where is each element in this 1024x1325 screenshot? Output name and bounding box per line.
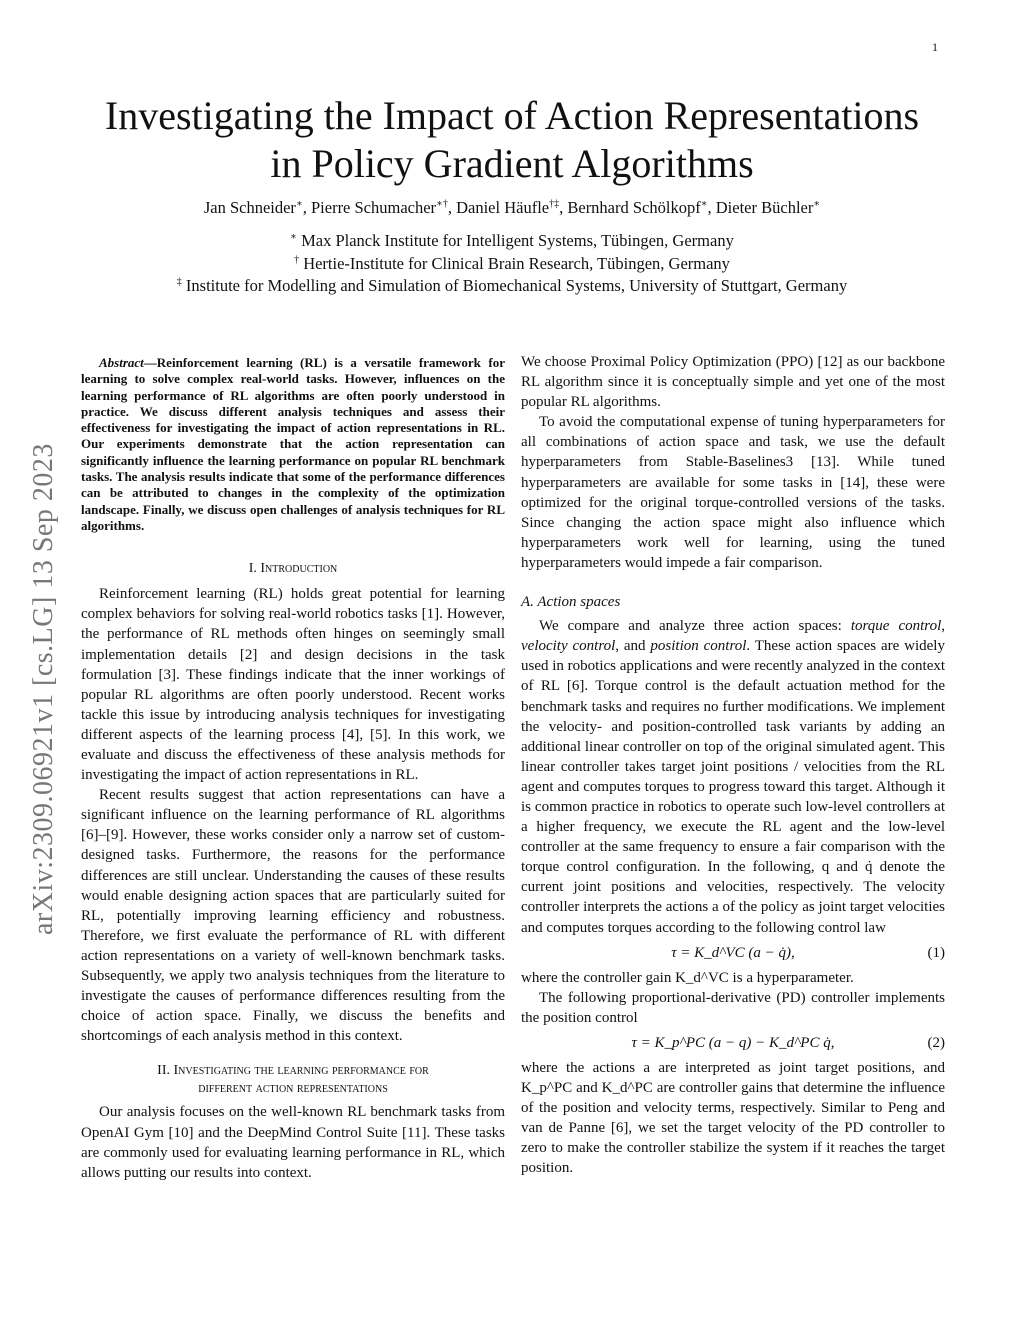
affiliation-text: Max Planck Institute for Intelligent Systems, Tübingen, Germany [301,231,734,250]
author-mark: †‡ [549,198,560,210]
paragraph: Reinforcement learning (RL) holds great potential for learning complex behaviors for solving real-world robotics tasks [1]. However, the performance of RL methods often hinges on seemingly small implementation details [2] and design decisions in the task formulation [3]. These findings indicate that the inner workings of popular RL algorithms are often poorly understood. Recent works tackle this issue by introducing analysis techniques for investigating different aspects of the learning process [4], [5]. In this work, we evaluate and discuss the effectiveness of these analysis methods for investigating the impact of action representations in RL. [81,586,505,784]
author-name: Daniel Häufle [456,198,550,217]
equation-number: (1) [927,944,945,961]
equation-body: τ = K_p^PC (a − q) − K_d^PC q̇, [631,1034,835,1051]
arxiv-stamp: arXiv:2309.06921v1 [cs.LG] 13 Sep 2023 [28,443,59,935]
section-heading-line: different action representations [198,1081,388,1097]
author-name: Dieter Büchler [715,198,814,217]
equation-1 [521,938,945,968]
equation-2 [521,1028,945,1058]
author-mark: ∗ [295,198,303,210]
right-column [521,352,945,1178]
affiliation-mark: † [294,254,300,266]
paragraph: To avoid the computational expense of tuning hyperparameters for all combinations of action space and task, we use the default hyperparameters from Stable-Baselines3 [13]. While tuned hyperparameters are available for some tasks in [14], these were optimized for the original torque-controlled versions of the tasks. Since changing the action space might also influence which hyperparameters work well for learning, using the tuned hyperparameters would impede a fair comparison. [521,414,945,571]
abstract-label: Abstract [99,355,144,370]
paragraph: where the actions a are interpreted as joint target positions, and K_p^PC and K_d^PC are controller gains that determine the influence of the position and velocity terms, respectively. Similar to Peng and van de Panne [6], we set the target velocity of the PD controller to zero to make the controller stabilize the system if it reaches the target position. [521,1059,945,1177]
abstract-text: —Reinforcement learning (RL) is a versatile framework for learning to solve complex real-world tasks. However, influences on the learning performance of RL algorithms are often poorly understood in practice. We discuss different analysis techniques and assess their effectiveness for investigating the impact of action representations in RL. Our experiments demonstrate that the action representation can significantly influence the learning performance on popular RL benchmark tasks. The analysis results indicate that some of the performance differences can be attributed to changes in the complexity of the optimization landscape. Finally, we discuss open challenges of analysis techniques for RL algorithms. [81,355,505,533]
section-heading-line: II. Investigating the learning performance for [157,1063,429,1079]
paragraph: Recent results suggest that action representations can have a significant influence on the learning performance of RL algorithms [6]–[9]. However, these works consider only a narrow set of custom-designed tasks. Furthermore, the reasons for the performance differences are still unclear. Understanding the causes of these results would enable designing action spaces that are particularly suited for RL, potentially improving learning efficiency and robustness. Therefore, we first evaluate the performance of RL with different action representations on a variety of well-known benchmark tasks. Subsequently, we apply two analysis techniques from the literature to investigate the causes of performance differences resulting from the choice of action space. Finally, we discuss the benefits and shortcomings of each analysis method in this context. [81,787,505,1045]
text-run: We compare and analyze three action spaces: [539,618,851,635]
title-line-2: in Policy Gradient Algorithms [270,141,754,186]
subsection-heading: A. Action spaces [521,594,621,611]
page-number: 1 [932,40,938,54]
affiliation-mark: ∗ [290,231,297,243]
paragraph: Our analysis focuses on the well-known RL benchmark tasks from OpenAI Gym [10] and the DeepMind Control Suite [11]. These tasks are commonly used for evaluating learning performance in RL, which allows putting our results into context. [81,1104,505,1181]
section-heading: I. Introduction [248,561,338,577]
affiliation-text: Institute for Modelling and Simulation of Biomechanical Systems, University of Stuttgart, Germany [185,276,848,295]
author-mark: ∗ [700,198,708,210]
term-velocity: velocity control [521,638,616,655]
text-run: . These action spaces are widely used in robotics applications and were recently analyzed in the context of RL [6]. Torque control is the default actuation method for the benchmark tasks and requires no further modifications. We implement the velocity- and position-controlled task variants by adding an additional linear controller on top of the original simulated agent. This linear controller takes target joint positions / velocities from the RL agent and computes torques to progress toward this target. Although it is common practice in robotics to operate such low-level controllers at a higher frequency, we execute the RL agent and the low-level controller at the same frequency to ensure a fair comparison with the torque control configuration. In the following, q and q̇ denote the current joint positions and velocities, respectively. The velocity controller interprets the actions a of the policy as joint target velocities and computes torques according to the following control law [521,638,946,936]
paragraph: The following proportional-derivative (PD) controller implements the position control [521,989,945,1026]
paragraph [521,616,945,938]
section-heading [81,1062,505,1098]
equation-number: (2) [927,1034,945,1051]
author-name: Pierre Schumacher [310,198,437,217]
affiliation-text: Hertie-Institute for Clinical Brain Research, Tübingen, Germany [303,254,730,273]
author-name: Jan Schneider [203,198,296,217]
term-position: position control [650,638,747,655]
left-column [81,355,505,1183]
abstract [81,355,505,534]
affiliation [0,254,1024,274]
title-line-1: Investigating the Impact of Action Representations [104,93,920,138]
author-mark: ∗ [813,198,821,210]
affiliation [0,231,1024,251]
author-mark: ∗† [436,198,448,210]
text-run: , [941,618,945,635]
author-name: Bernhard Schölkopf [567,198,701,217]
equation-body: τ = K_d^VC (a − q̇), [671,944,795,961]
affiliation-mark: ‡ [176,276,182,288]
affiliation [0,276,1024,296]
paragraph: We choose Proximal Policy Optimization (PPO) [12] as our backbone RL algorithm since it is conceptually simple and yet one of the most popular RL algorithms. [521,354,945,411]
author-list: Jan Schneider∗, Pierre Schumacher∗†, Daniel Häufle†‡, Bernhard Schölkopf∗, Dieter Büchler∗ [203,198,821,217]
paragraph: where the controller gain K_d^VC is a hyperparameter. [521,969,854,986]
paper-title [0,92,1024,188]
term-torque: torque control [850,618,942,635]
text-run: , and [615,638,651,655]
